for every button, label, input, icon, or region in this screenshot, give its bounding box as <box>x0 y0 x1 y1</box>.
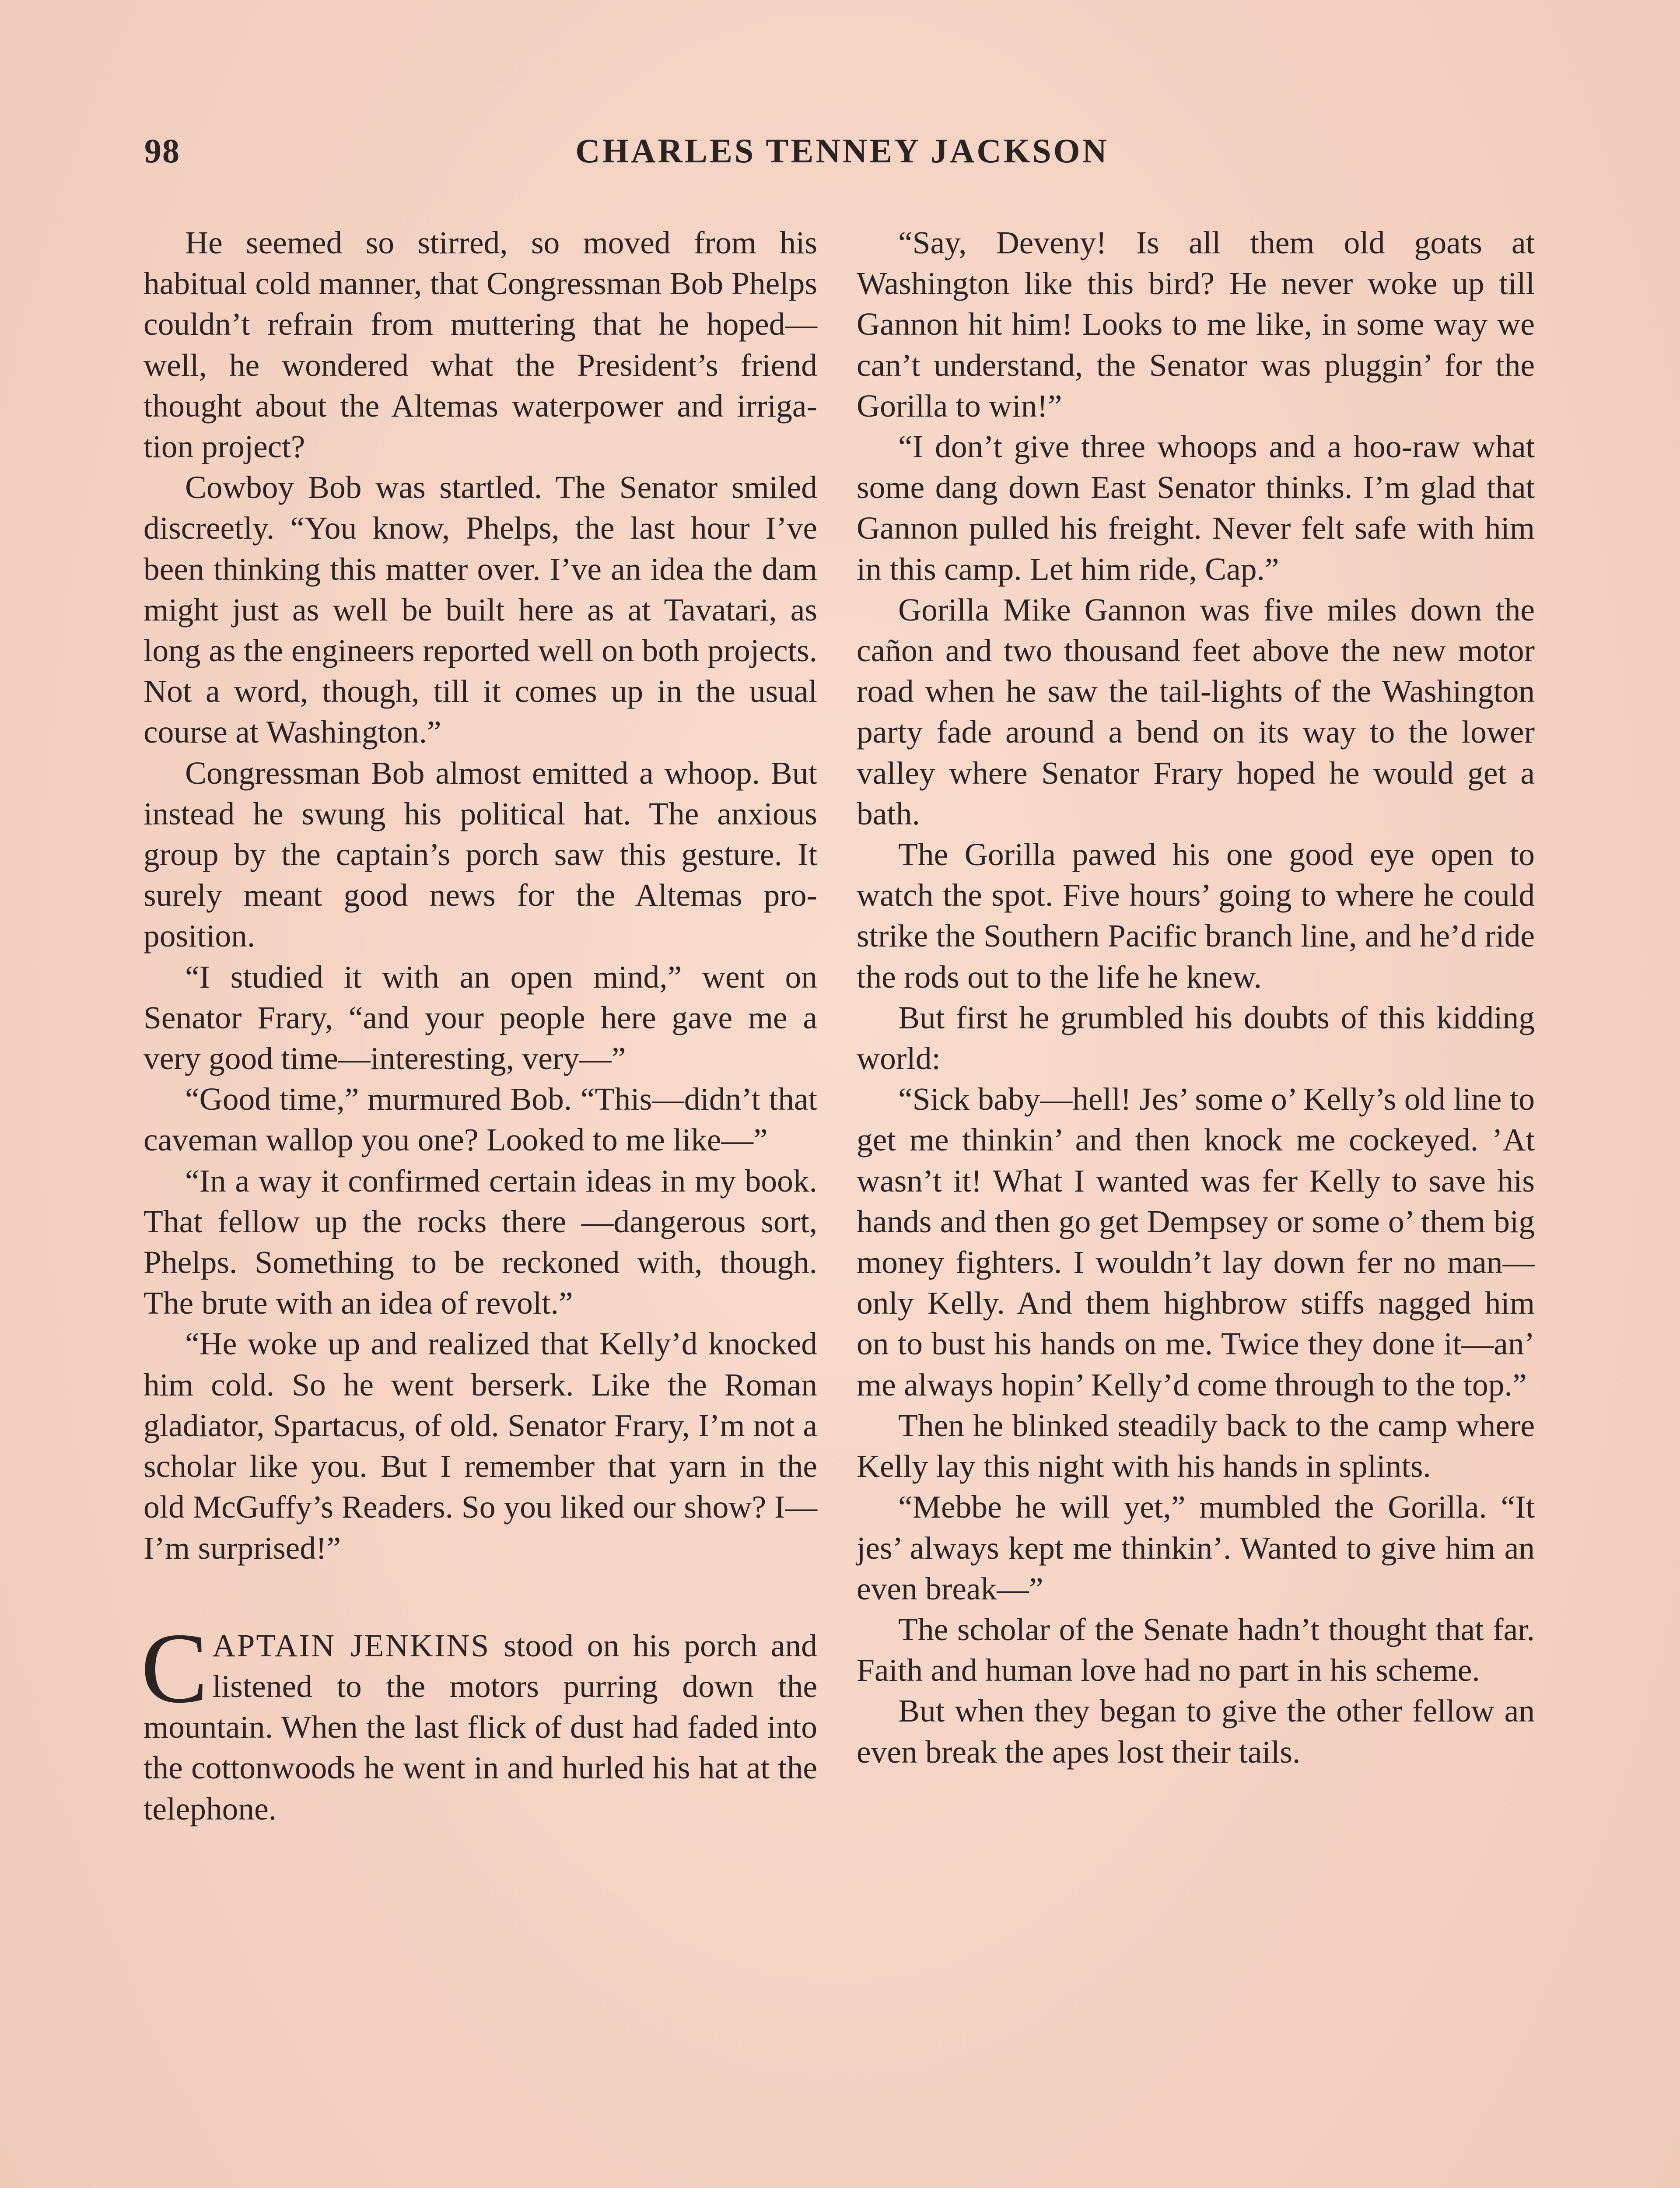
paragraph: “I studied it with an open mind,” went on Senator Frary, “and your people here gave me a very good time—interesting, very—” <box>144 959 817 1076</box>
paragraph: “Good time,” murmured Bob. “This—didn’t that caveman wallop you one? Looked to me like—” <box>144 1081 817 1158</box>
page-header <box>144 131 1540 184</box>
paragraph: But when they began to give the other fellow an even break the apes lost their tails. <box>857 1693 1535 1770</box>
paragraph: “He woke up and realized that Kelly’d knocked him cold. So he went berserk. Like the Roman gladiator, Spartacus, of old. Senator Frary, I’m not a scholar like you. But I remember that yarn in the old McGuffy’s Readers. So you liked our show? I—I’m surprised!” <box>144 1326 817 1566</box>
running-head: CHARLES TENNEY JACKSON <box>575 132 1109 170</box>
paragraph: “In a way it confirmed certain ideas in my book. That fellow up the rocks there —dangerous sort, Phelps. Something to be reckoned with, though. The brute with an idea of revolt.” <box>144 1163 817 1321</box>
paragraph: Congressman Bob almost emitted a whoop. But instead he swung his political hat. The anxious group by the captain’s porch saw this gesture. It surely meant good news for the Altemas proposition. <box>144 755 817 954</box>
paragraph: Gorilla Mike Gannon was five miles down the cañon and two thousand feet above the new motor road when he saw the tail-lights of the Washington party fade around a bend on its way to the lower valley where Senator Frary hoped he would get a bath. <box>857 592 1535 831</box>
paragraph: He seemed so stirred, so moved from his habitual cold manner, that Congressman Bob Phelps couldn’t refrain from muttering that he hoped—well, he wondered what the President’s friend thought about the Altemas waterpower and irrigation project? <box>144 225 817 465</box>
paragraph: The scholar of the Senate hadn’t thought that far. Faith and human love had no part in his scheme. <box>857 1611 1535 1688</box>
paragraph: “I don’t give three whoops and a hoo-raw what some dang down East Senator thinks. I’m glad that Gannon pulled his freight. Never felt safe with him in this camp. Let him ride, Cap.” <box>857 429 1535 587</box>
page-number: 98 <box>144 132 180 170</box>
paragraph: The Gorilla pawed his one good eye open to watch the spot. Five hours’ going to where he could strike the Southern Pacific branch line, and he’d ride the rods out to the life he knew. <box>857 837 1535 995</box>
left-column <box>141 222 817 1829</box>
paragraph: “Mebbe he will yet,” mumbled the Gorilla. “It jes’ always kept me thinkin’. Wanted to give him an even break—” <box>857 1489 1535 1606</box>
paragraph: “Sick baby—hell! Jes’ some o’ Kelly’s old line to get me thinkin’ and then knock me cockeyed. ’At wasn’t it! What I wanted was fer Kelly to save his hands and then go get Dempsey or some o’ them big money fighters. I wouldn’t lay down fer no man—only Kelly. And them highbrow stiffs nagged him on to bust his hands on me. Twice they done it—an’ me always hopin’ Kelly’d come through to the top.” <box>857 1081 1535 1403</box>
lead-in: APTAIN JENKINS <box>212 1627 490 1663</box>
paragraph: “Say, Deveny! Is all them old goats at Washington like this bird? He never woke up till Gannon hit him! Looks to me like, in some way we can’t understand, the Senator was pluggin’ for the Gorilla to win!” <box>857 225 1535 424</box>
drop-cap: C <box>141 1612 208 1724</box>
paragraph: Cowboy Bob was startled. The Senator smiled discreetly. “You know, Phelps, the last hour I’ve been thinking this matter over. I’ve an idea the dam might just as well be built here as at Tavatari, as long as the engineers reported well on both projects. Not a word, though, till it comes up in the usual course at Washington.” <box>144 470 817 750</box>
right-column <box>857 222 1535 1772</box>
paragraph: Then he blinked steadily back to the camp where Kelly lay this night with his hands in splints. <box>857 1407 1535 1484</box>
section-opening-paragraph <box>141 1612 817 1829</box>
section-text: stood on his porch and listened to the motors purring down the mountain. When the last flick of dust had faded into the cottonwoods he went in and hurled his hat at the telephone. <box>144 1627 817 1827</box>
paragraph: But first he grumbled his doubts of this kidding world: <box>857 999 1535 1076</box>
